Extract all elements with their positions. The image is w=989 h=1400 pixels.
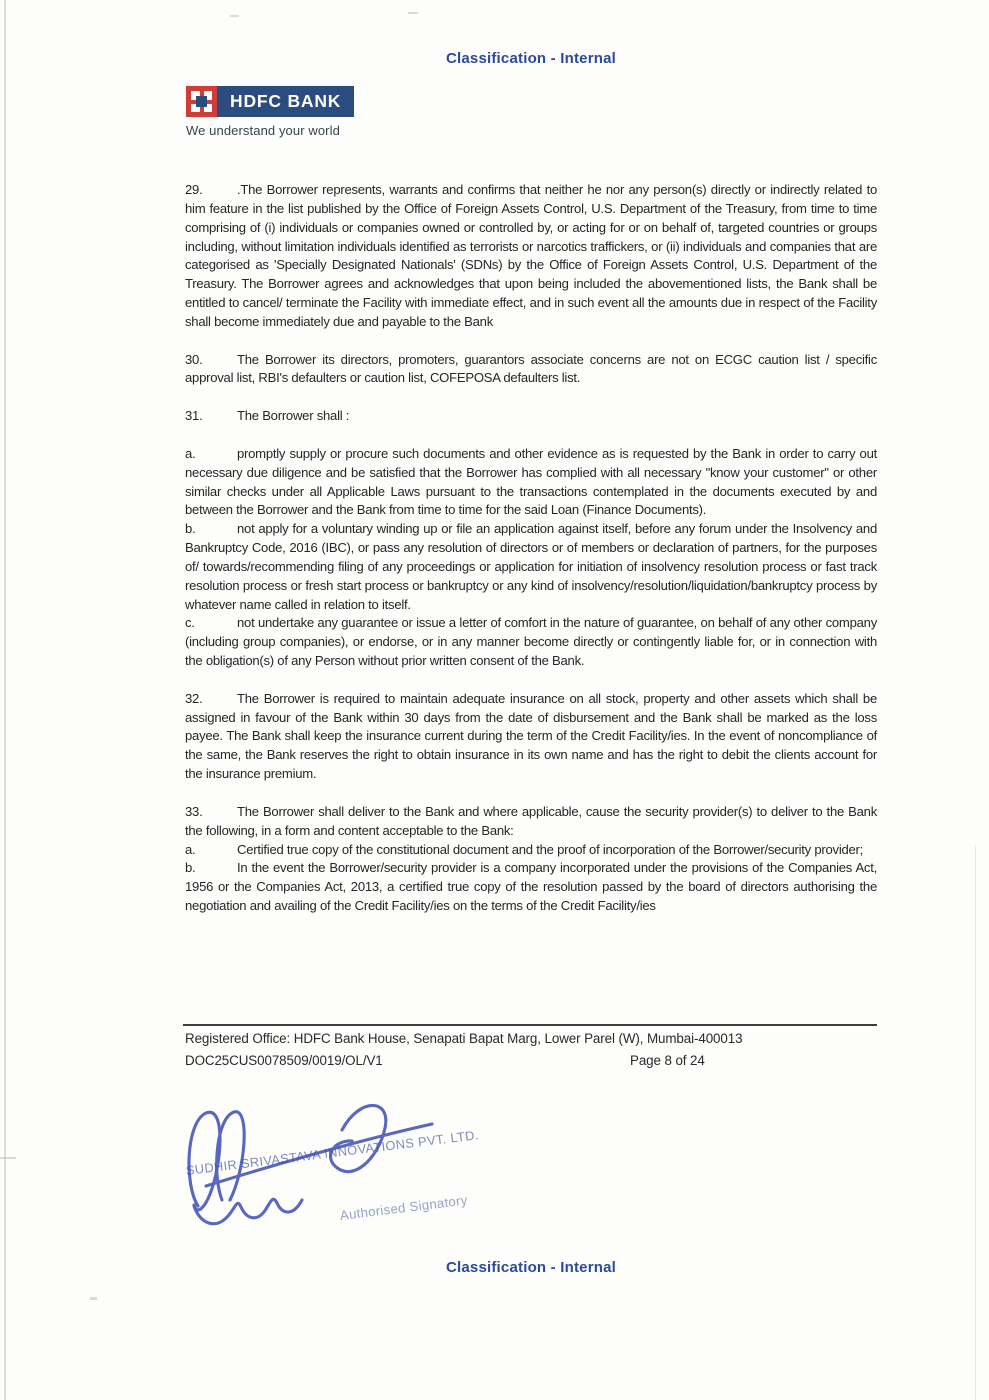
classification-header: Classification - Internal xyxy=(445,50,617,67)
paragraph-number: 33. xyxy=(185,803,203,819)
paragraphs xyxy=(185,181,877,916)
scan-speck xyxy=(0,1157,16,1159)
paragraph-text: .The Borrower represents, warrants and confirms that neither he nor any person(s) directly or indirectly related to him feature in the list published by the Office of Foreign Assets Control, U.S. Department of the Treasury, from time to time comprising of (i) individuals or companies owned or controlled by, or acting for or on behalf of, targeted countries or groups including, without limitation individuals identified as terrorists or narcotics traffickers, or (ii) individuals and companies that are categorised as 'Specially Designated Nationals' (SDNs) by the Office of Foreign Assets Control, U.S. Department of the Treasury. The Borrower agrees and acknowledges that upon being included the abovementioned lists, the Bank shall be entitled to cancel/ terminate the Facility with immediate effect, and in such event all the amounts due in respect of the Facility shall become immediately due and payable to the Bank xyxy=(185,182,877,329)
paragraph-number: a. xyxy=(185,445,196,461)
classification-footer: Classification - Internal xyxy=(445,1259,617,1276)
paragraph-text: The Borrower shall deliver to the Bank and where applicable, cause the security provider(s) to deliver to the Bank the following, in a form and content acceptable to the Bank: xyxy=(185,803,877,838)
scan-edge-artifact-left xyxy=(4,0,6,1400)
bank-tagline: We understand your world xyxy=(186,123,340,138)
footer-divider xyxy=(183,1024,877,1026)
hdfc-bank-icon xyxy=(186,86,217,117)
paragraph-text: The Borrower is required to maintain adequate insurance on all stock, property and other assets which shall be assigned in favour of the Bank within 30 days from the date of disbursement and the Bank shall be marked as the loss payee. The Bank shall keep the insurance current during the term of the Credit Facility/ies. In the event of noncompliance of the same, the Bank reserves the right to obtain insurance in its own name and has the right to debit the clients account for the insurance premium. xyxy=(185,690,877,782)
scan-edge-artifact-right xyxy=(975,845,976,1400)
paragraph-number: 29. xyxy=(185,182,203,197)
scan-speck xyxy=(408,12,418,14)
paragraph-text: The Borrower its directors, promoters, guarantors associate concerns are not on ECGC caution list / specific approval list, RBI's defaulters or caution list, COFEPOSA defaulters list. xyxy=(185,351,877,386)
paragraph-text: The Borrower shall : xyxy=(237,408,350,424)
paragraph-31a xyxy=(185,445,877,520)
paragraph-text: promptly supply or procure such documents and other evidence as is requested by the Bank in order to carry out necessary due diligence and be satisfied that the Borrower has complied with all necessary "know your customer" or other similar checks under all Applicable Laws pursuant to the transactions contemplated in the documents executed by and between the Borrower and the Bank from time to time for the said Loan (Finance Documents). xyxy=(185,445,877,518)
paragraph-number: 32. xyxy=(185,690,203,706)
paragraph-29 xyxy=(185,181,877,332)
paragraph-30 xyxy=(185,351,877,389)
footer-doc-row xyxy=(185,1053,877,1068)
hdfc-logo xyxy=(186,86,354,138)
paragraph-33b xyxy=(185,859,877,916)
stamp-company-name: SUDHIR SRIVASTAVA INNOVATIONS PVT. LTD. xyxy=(185,1127,480,1178)
paragraph-number: b. xyxy=(185,860,196,876)
paragraph-33a xyxy=(185,841,877,860)
paragraph-31b xyxy=(185,520,877,614)
bank-name: HDFC BANK xyxy=(217,86,354,117)
paragraph-31c xyxy=(185,614,877,671)
paragraph-text: In the event the Borrower/security provider is a company incorporated under the provisions of the Companies Act, 1956 or the Companies Act, 2013, a certified true copy of the resolution passed by the board of directors authorising the negotiation and availing of the Credit Facility/ies on the terms of the Credit Facility/ies xyxy=(185,860,877,914)
scan-speck xyxy=(230,15,239,17)
paragraph-33 xyxy=(185,803,877,841)
handwritten-signature xyxy=(170,1088,470,1258)
paragraph-number: c. xyxy=(185,615,195,631)
paragraph-31 xyxy=(185,407,877,426)
registered-office-line: Registered Office: HDFC Bank House, Senapati Bapat Marg, Lower Parel (W), Mumbai-400013 xyxy=(185,1031,743,1046)
stamp-authorised-signatory: Authorised Signatory xyxy=(339,1192,469,1223)
scan-speck xyxy=(90,1297,97,1300)
paragraph-32 xyxy=(185,690,877,784)
page-number: Page 8 of 24 xyxy=(630,1053,705,1068)
paragraph-text: not undertake any guarantee or issue a letter of comfort in the nature of guarantee, on behalf of any other company (including group companies), or endorse, or in any manner become directly or contingently liable for, or in connection with the obligation(s) of any Person without prior written consent of the Bank. xyxy=(185,615,877,669)
document-number: DOC25CUS0078509/0019/OL/V1 xyxy=(185,1053,383,1068)
paragraph-number: a. xyxy=(185,841,196,857)
paragraph-text: not apply for a voluntary winding up or file an application against itself, before any forum under the Insolvency and Bankruptcy Code, 2016 (IBC), or pass any resolution of directors or of members or declaration of partners, for the purposes of/ towards/recommending filing of any proceedings or application for initiation of insolvency resolution process or fast track resolution process or fresh start process or bankruptcy or any kind of insolvency/resolution/liquidation/bankruptcy process by whatever name called in relation to itself. xyxy=(185,521,877,612)
paragraph-text: Certified true copy of the constitutional document and the proof of incorporation of the Borrower/security provider; xyxy=(237,841,864,857)
paragraph-number: 30. xyxy=(185,351,203,367)
paragraph-number: b. xyxy=(185,521,196,537)
paragraph-number: 31. xyxy=(185,408,203,424)
